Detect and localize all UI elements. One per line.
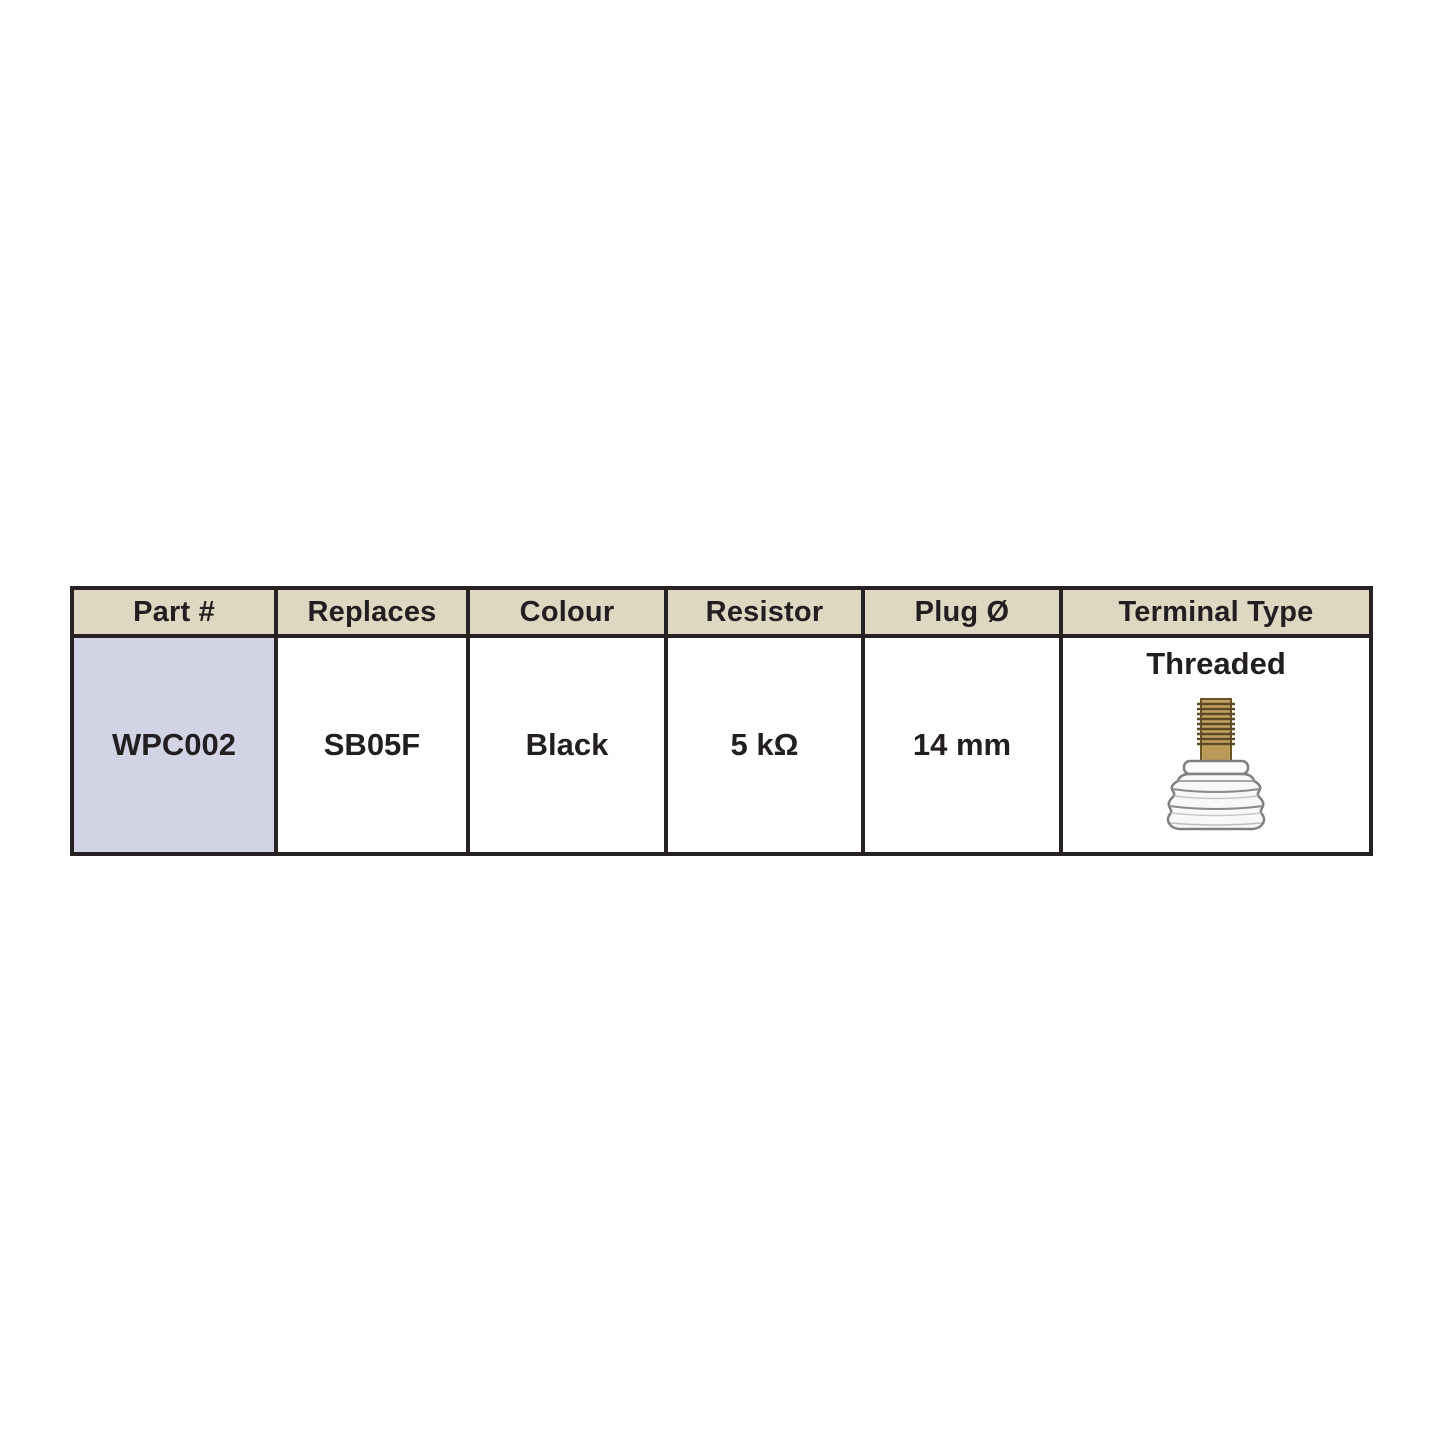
cell-plug-diameter: 14 mm <box>865 638 1063 852</box>
cell-terminal-type <box>1063 638 1369 852</box>
header-plug-diameter: Plug Ø <box>865 590 1063 638</box>
cell-part-number: WPC002 <box>74 638 278 852</box>
header-resistor: Resistor <box>668 590 865 638</box>
spark-plug-spec-table <box>70 586 1373 856</box>
header-colour: Colour <box>470 590 668 638</box>
terminal-type-label: Threaded <box>1146 646 1286 681</box>
header-part-number: Part # <box>74 590 278 638</box>
cell-resistor: 5 kΩ <box>668 638 865 852</box>
header-terminal-type: Terminal Type <box>1063 590 1369 638</box>
cell-replaces: SB05F <box>278 638 470 852</box>
cell-colour: Black <box>470 638 668 852</box>
header-replaces: Replaces <box>278 590 470 638</box>
threaded-terminal-icon <box>1160 697 1272 831</box>
